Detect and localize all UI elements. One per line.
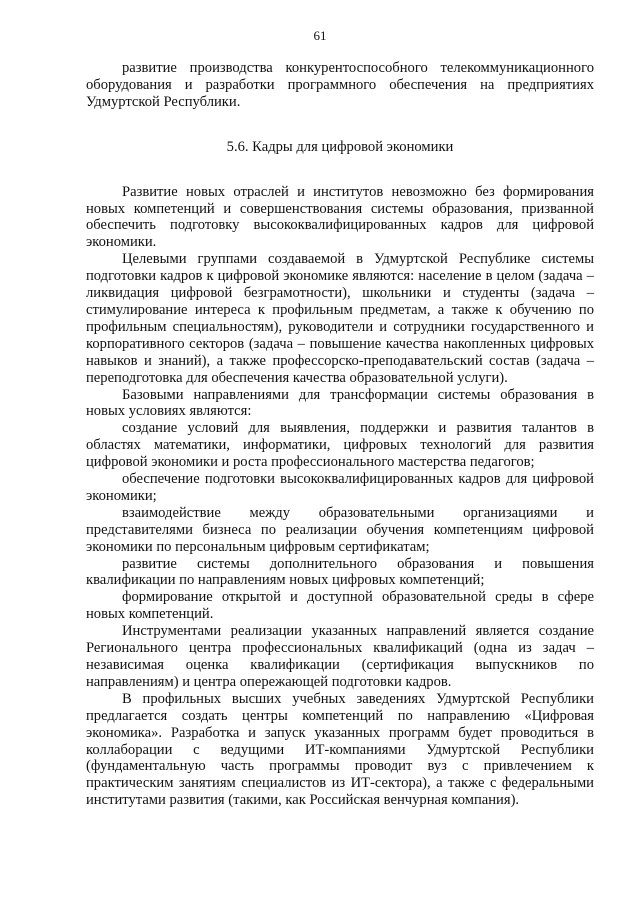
list-paragraph: взаимодействие между образовательными организациями и представителями бизнеса по реализации обучения компетенциям цифровой экономики по персональным цифровым сертификатам; [86,504,594,555]
paragraph: Базовыми направлениями для трансформации системы образования в новых условиях являются: [86,386,594,420]
paragraph: Развитие новых отраслей и институтов невозможно без формирования новых компетенций и совершенствования системы образования, призванной обеспечить подготовку высококвалифицированных кадров для цифровой экономики. [86,183,594,251]
paragraph: Инструментами реализации указанных направлений является создание Регионального центра профессиональных квалификаций (одна из задач – независимая оценка квалификации (сертификация выпускников по направлениям) и центра опережающей подготовки кадров. [86,623,594,690]
list-paragraph: создание условий для выявления, поддержки и развития талантов в областях математики, информатики, цифровых технологий для развития цифровой экономики и роста профессионального мастерства педагогов; [86,420,594,471]
section-heading: 5.6. Кадры для цифровой экономики [226,138,454,155]
list-paragraph: обеспечение подготовки высококвалифицированных кадров для цифровой экономики; [86,471,594,504]
list-paragraph: формирование открытой и доступной образовательной среды в сфере новых компетенций. [86,589,594,623]
paragraph: В профильных высших учебных заведениях Удмуртской Республики предлагается создать центры компетенций по направлению «Цифровая экономика». Разработка и запуск указанных программ будет проводиться в коллаборации с ведущими ИТ-компаниями Удмуртской Республики (фундаментальную часть программы проводит вуз с привлечением к практическим занятиям специалистов из ИТ-сектора), а также с федеральными институтами развития (такими, как Российская венчурная компания). [86,690,594,809]
list-paragraph: развитие системы дополнительного образования и повышения квалификации по направлениям новых цифровых компетенций; [86,555,594,589]
page-number: 61 [313,28,327,43]
intro-paragraph: развитие производства конкурентоспособного телекоммуникационного оборудования и разработки программного обеспечения на предприятиях Удмуртской Республики. [86,60,594,110]
page-content [86,60,594,809]
paragraph: Целевыми группами создаваемой в Удмуртской Республике системы подготовки кадров к цифровой экономике являются: население в целом (задача – ликвидация цифровой безграмотности), школьники и студенты (задача – стимулирование интереса к профильным предметам, а также к обучению по профильным специальностям), руководители и сотрудники государственного и корпоративного секторов (задача – повышение качества накопленных цифровых навыков и знаний), а также профессорско-преподавательский состав (задача – переподготовка для обеспечения качества образовательной услуги). [86,251,594,386]
